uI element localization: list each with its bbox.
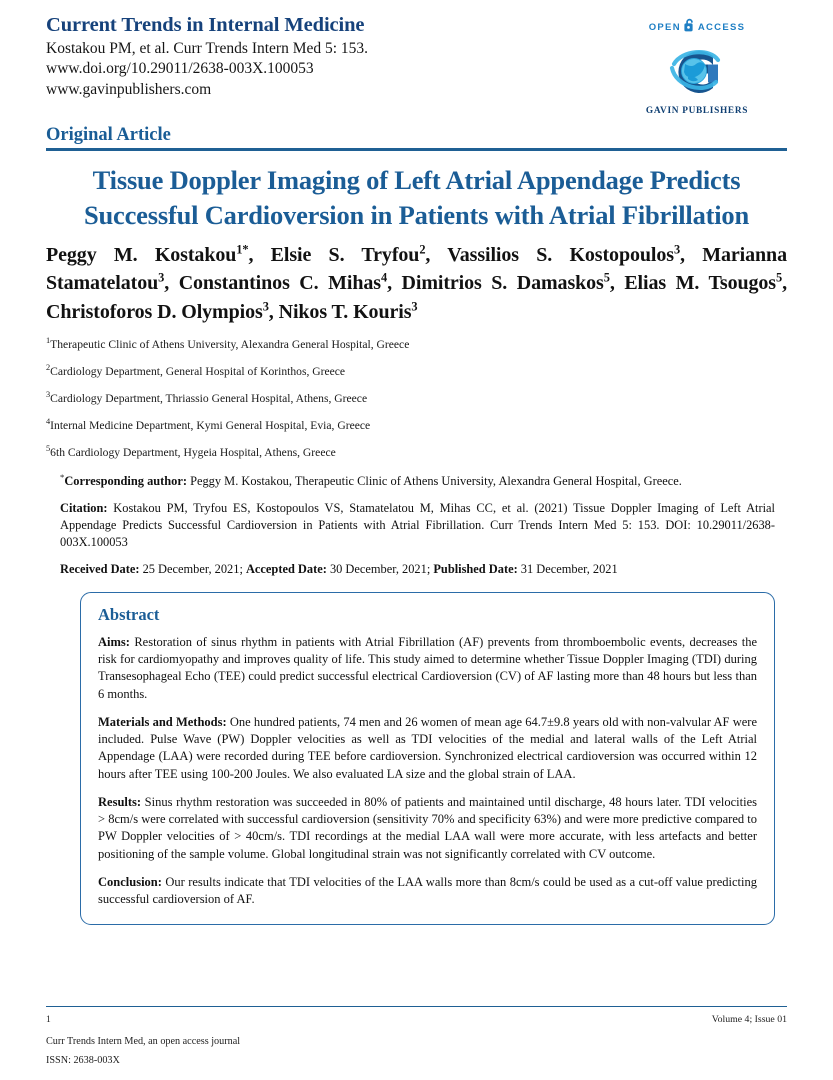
page-header	[46, 0, 787, 116]
journal-title: Current Trends in Internal Medicine	[46, 14, 365, 36]
footer-divider	[46, 1006, 787, 1008]
gavin-publishers-logo	[607, 42, 787, 116]
affiliation-item	[46, 419, 787, 433]
abstract-section-label: Results:	[98, 794, 142, 809]
accepted-date-label: Accepted Date:	[245, 562, 327, 577]
abstract-section-text: Our results indicate that TDI velocities of the LAA walls more than 8cm/s could be used as a cut-off value predicting successful cardioversion of AF.	[98, 874, 757, 907]
affiliation-marker: 4	[46, 417, 51, 427]
abstract-heading: Abstract	[98, 604, 160, 624]
citation-text: Kostakou PM, Tryfou ES, Kostopoulos VS, Stamatelatou M, Mihas CC, et al. (2021) Tissue Doppler Imaging of Left Atrial Appendage Predicts Successful Cardioversion in Patients with Atrial Fibrillation. Curr Trends Intern Med 5: 153. DOI: 10.29011/2638-003X.100053	[60, 501, 775, 549]
affiliation-text: Cardiology Department, General Hospital of Korinthos, Greece	[50, 365, 346, 379]
abstract-section	[98, 714, 757, 783]
dates-block	[60, 561, 775, 578]
footer-journal-line: Curr Trends Intern Med, an open access journal	[46, 1036, 241, 1048]
open-lock-icon	[683, 18, 696, 36]
article-type-heading: Original Article	[46, 125, 171, 145]
published-date-value: 31 December, 2021	[517, 562, 618, 577]
header-doi-line[interactable]: www.doi.org/10.29011/2638-003X.100053	[46, 60, 314, 78]
article-title: Tissue Doppler Imaging of Left Atrial Appendage Predicts Successful Cardioversion in Patients with Atrial Fibrillation	[83, 164, 750, 230]
open-access-badge	[607, 18, 787, 36]
citation-label: Citation:	[60, 501, 108, 516]
header-website-line[interactable]: www.gavinpublishers.com	[46, 80, 212, 98]
footer-top-row	[46, 1014, 787, 1025]
abstract-section-label: Conclusion:	[98, 874, 162, 889]
header-left-block	[46, 14, 606, 101]
abstract-section-text: Sinus rhythm restoration was succeeded in 80% of patients and maintained until discharge, 48 hours later. TDI velocities > 8cm/s were correlated with successful cardioversion (sensitivity 70% and specificity 63%) and were more predictive compared to PW Doppler velocities of > 40cm/s. TDI recordings at the medial LAA wall were more accurate, with less artefacts and better positioning of the sample volume. Global longitudinal strain was not significantly correlated with CV outcome.	[98, 794, 757, 861]
corresponding-author-text: Peggy M. Kostakou, Therapeutic Clinic of Athens University, Alexandra General Hospital, Greece.	[187, 473, 682, 488]
page-number: 1	[46, 1015, 51, 1026]
received-date-label: Received Date:	[60, 562, 140, 577]
accepted-date-value: 30 December, 2021;	[326, 562, 434, 577]
affiliation-marker: 3	[46, 390, 51, 400]
abstract-section-text: Restoration of sinus rhythm in patients with Atrial Fibrillation (AF) prevents from thromboembolic events, decreases the risk for cardiomyopathy and improves quality of life. This study aimed to determine whether Tissue Doppler Imaging (TDI) during Transesophageal Echo (TEE) could predict successful electrical Cardioversion (CV) of AF lasting more than 48 hours but less than 6 months.	[98, 634, 757, 701]
corresponding-author: *Corresponding author: Peggy M. Kostakou, Therapeutic Clinic of Athens University, Alexandra General Hospital, Greece.	[60, 471, 682, 488]
header-divider	[46, 148, 787, 151]
abstract-sections	[98, 634, 757, 909]
abstract-section-label: Materials and Methods:	[98, 714, 227, 729]
affiliation-item	[46, 392, 787, 406]
affiliation-item	[46, 365, 787, 379]
published-date-label: Published Date:	[433, 562, 518, 577]
page-footer	[46, 1006, 787, 1068]
footer-issn-line: ISSN: 2638-003X	[46, 1054, 120, 1066]
article-meta-block	[46, 473, 787, 578]
abstract-box	[80, 592, 775, 926]
abstract-section-text: One hundred patients, 74 men and 26 women of mean age 64.7±9.8 years old with non-valvular AF were included. Pulse Wave (PW) Doppler velocities as well as TDI velocities of the medial and lateral walls of the Left Atrial Appendage (LAA) were recorded during TEE before cardioversion. Synchronized electrical cardioversion was occurred within 12 hours after TEE using 100-200 Joules. We also evaluated LA size and the global strain of LAA.	[98, 714, 757, 781]
abstract-section	[98, 634, 757, 703]
affiliation-text: Internal Medicine Department, Kymi General Hospital, Evia, Greece	[50, 418, 371, 432]
abstract-section	[98, 874, 757, 909]
citation-block	[60, 500, 775, 550]
affiliation-text: Therapeutic Clinic of Athens University, Alexandra General Hospital, Greece	[50, 338, 410, 352]
header-citation-line: Kostakou PM, et al. Curr Trends Intern Med 5: 153.	[46, 39, 369, 57]
open-access-label-left: OPEN	[648, 21, 681, 33]
received-date-value: 25 December, 2021;	[139, 562, 246, 577]
abstract-section-label: Aims:	[98, 634, 130, 649]
affiliation-item	[46, 338, 787, 352]
affiliation-marker: 2	[46, 363, 51, 373]
author-list: Peggy M. Kostakou$^{1*}$, Elsie S. Tryfou$^2$, Vassilios S. Kostopoulos$^3$, Marianna Stamatelatou$^3$, Constantinos C. Mihas$^4$, Dimitrios S. Damaskos$^5$, Elias M. Tsougos$^5$, Christoforos D. Olympios$^3$, Nikos T. Kouris$^3$	[46, 242, 787, 323]
affiliation-text: 6th Cardiology Department, Hygeia Hospital, Athens, Greece	[50, 445, 336, 459]
gavin-publishers-name: GAVIN PUBLISHERS	[645, 106, 749, 116]
open-access-label-right: ACCESS	[697, 21, 746, 33]
header-right-block	[607, 14, 787, 116]
volume-issue: Volume 4; Issue 01	[711, 1014, 787, 1026]
abstract-section	[98, 794, 757, 863]
corresponding-author-label: Corresponding author:	[64, 473, 187, 488]
affiliation-marker: 1	[46, 336, 51, 346]
affiliation-item	[46, 446, 787, 460]
affiliation-marker: 5	[46, 444, 51, 453]
affiliation-list	[46, 338, 787, 460]
affiliation-text: Cardiology Department, Thriassio General Hospital, Athens, Greece	[50, 392, 368, 406]
